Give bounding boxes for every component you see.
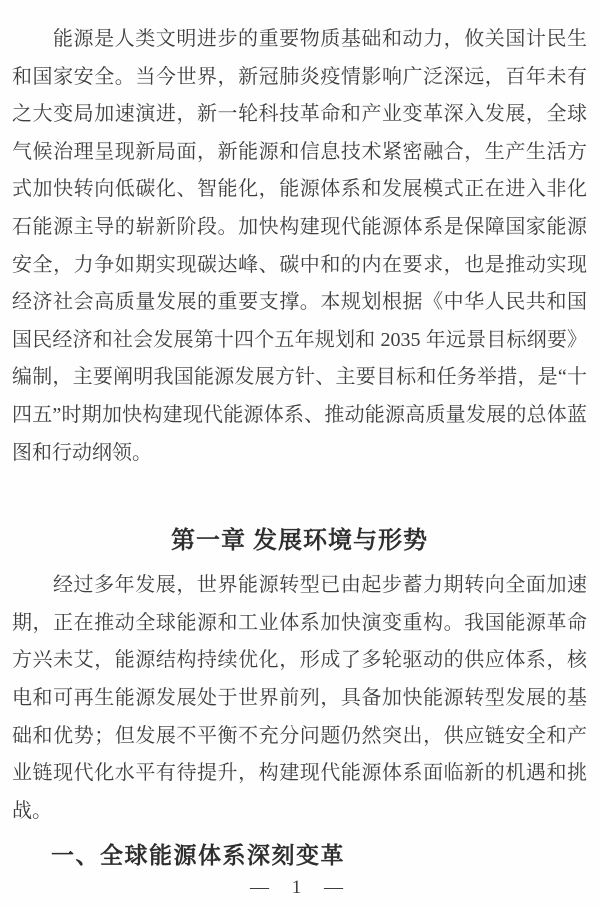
section-heading: 一、全球能源体系深刻变革 (51, 842, 345, 869)
text-line: 图和行动纲领。 (12, 441, 152, 464)
text-line: 期，正在推动全球能源和工业体系加快演变重构。我国能源革命 (12, 611, 587, 634)
chapter-heading: 第一章 发展环境与形势 (171, 528, 428, 555)
text-line: 础和优势；但发展不平衡不充分问题仍然突出，供应链安全和产 (12, 724, 587, 747)
text-line: 气候治理呈现新局面，新能源和信息技术紧密融合，生产生活方 (12, 140, 587, 163)
intro-paragraph (12, 21, 587, 472)
text-line: 式加快转向低碳化、智能化，能源体系和发展模式正在进入非化 (12, 178, 587, 201)
text-line: 安全，力争如期实现碳达峰、碳中和的内在要求，也是推动实现 (12, 253, 587, 276)
text-line: 方兴未艾，能源结构持续优化，形成了多轮驱动的供应体系，核 (12, 649, 587, 672)
text-line: 经过多年发展，世界能源转型已由起步蓄力期转向全面加速 (53, 574, 587, 597)
text-line: 能源是人类文明进步的重要物质基础和动力，攸关国计民生 (53, 28, 587, 50)
text-line: 之大变局加速演进，新一轮科技革命和产业变革深入发展，全球 (12, 103, 587, 126)
text-line: 和国家安全。当今世界，新冠肺炎疫情影响广泛深远，百年未有 (12, 65, 587, 88)
text-line: 编制，主要阐明我国能源发展方针、主要目标和任务举措，是“十 (12, 366, 587, 389)
text-line: 石能源主导的崭新阶段。加快构建现代能源体系是保障国家能源 (12, 215, 587, 238)
text-line: 四五”时期加快构建现代能源体系、推动能源高质量发展的总体蓝 (12, 403, 587, 426)
text-line: 战。 (12, 799, 52, 822)
page-number: — 1 — (250, 877, 349, 899)
text-line: 国民经济和社会发展第十四个五年规划和 2035 年远景目标纲要》 (12, 328, 587, 351)
chapter1-paragraph (12, 567, 587, 830)
text-line: 电和可再生能源发展处于世界前列，具备加快能源转型发展的基 (12, 686, 587, 709)
text-line: 经济社会高质量发展的重要支撑。本规划根据《中华人民共和国 (12, 291, 587, 314)
text-line: 业链现代化水平有待提升，构建现代能源体系面临新的机遇和挑 (12, 762, 587, 785)
